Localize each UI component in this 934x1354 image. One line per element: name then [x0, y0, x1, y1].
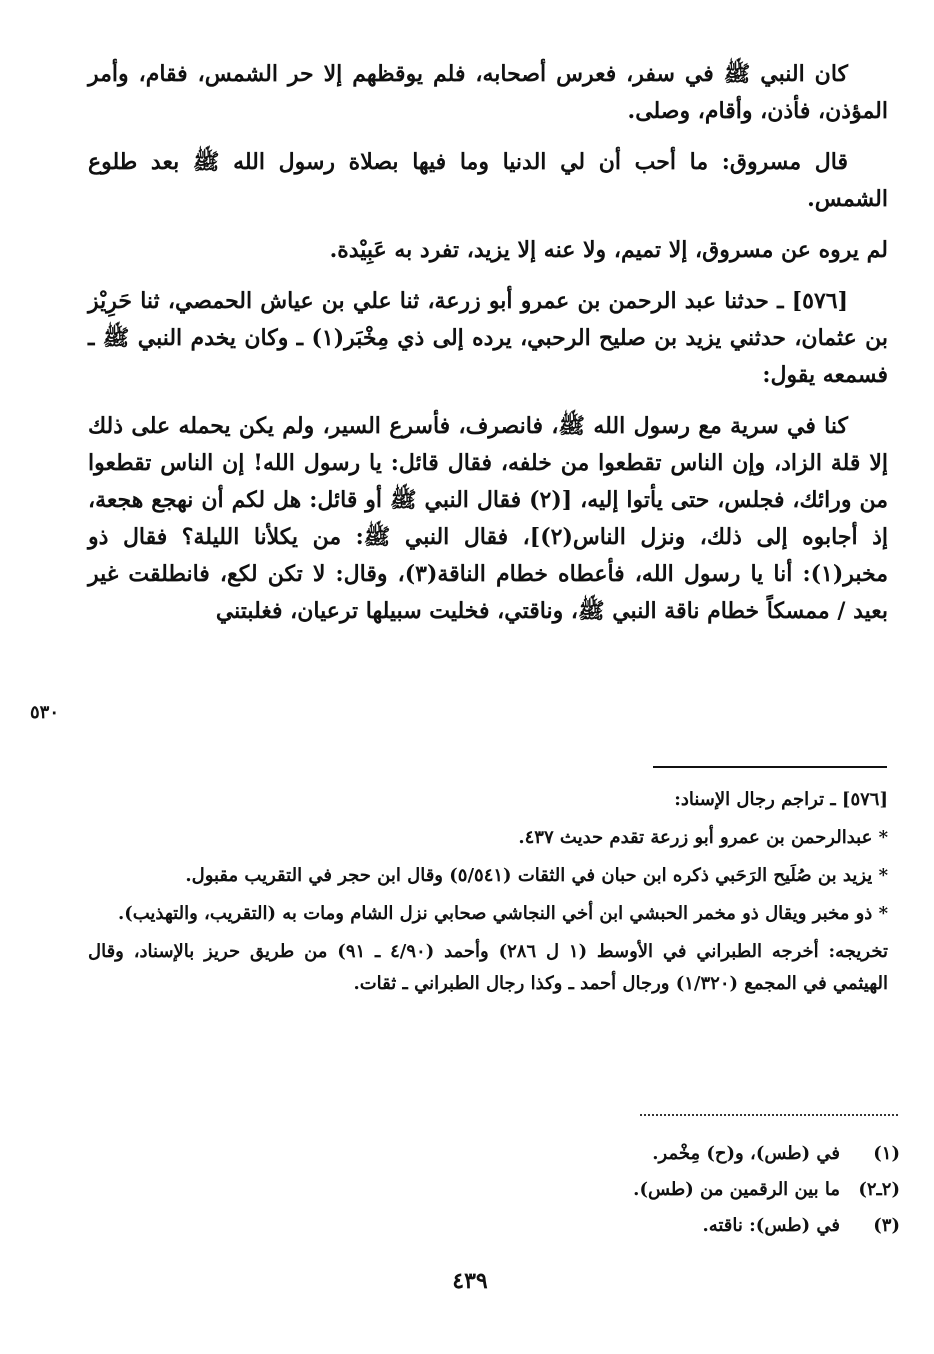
page-number: ٤٣٩: [452, 1268, 488, 1294]
notes-heading: [٥٧٦] ـ تراجم رجال الإسناد:: [674, 789, 888, 810]
paragraph-3: لم يروه عن مسروق، إلا تميم، ولا عنه إلا يزيد، تفرد به عَبِيْدة.: [329, 237, 888, 263]
paragraph-5: كنا في سرية مع رسول الله ﷺ، فانصرف، فأسرع السير، ولم يكن يحمله على ذلك إلا قلة الزاد، وإن الناس تقطعوا من خلفه، فقال قائل: يا رسول الله! إن الناس تقطعوا من ورائك، فجلس، حتى يأتوا إليه، [(٢) فقال النبي ﷺ أو قائل: هل لكم أن نهجع هجعة، إذ أجابوه إلى ذلك، ونزل الناس(٢)]، فقال النبي ﷺ: من يكلأنا الليلة؟ فقال ذو مخبر(١): أنا يا رسول الله، فأعطاه خطام الناقة(٣)، وقال: لا تكن لكع، فانطلقت غير بعيد / ممسكاً خطام ناقة النبي ﷺ، وناقتي، فخليت سبيلها ترعيان، فغلبتني: [88, 413, 888, 624]
paragraph-1: كان النبي ﷺ في سفر، فعرس أصحابه، فلم يوقظهم إلا حر الشمس، فقام، وأمر المؤذن، فأذن، وأقام، وصلى.: [88, 61, 888, 124]
paragraph-4-hadith-576: [٥٧٦] ـ حدثنا عبد الرحمن بن عمرو أبو زرعة، ثنا علي بن عياش الحمصي، ثنا حَرِيْز بن عثمان، حدثني يزيد بن صليح الرحبي، يرده إلى ذي مِخْبَر(١) ـ وكان يخدم النبي ﷺ ـ فسمعه يقول:: [88, 288, 888, 388]
note-number: (٢ـ٢): [858, 1179, 900, 1200]
margin-manuscript-ref: ٥٣٠: [30, 702, 60, 723]
footnote-divider: [653, 766, 887, 768]
variant-notes: [360, 1136, 900, 1244]
note-number: (١): [873, 1143, 900, 1164]
note-number: (٣): [873, 1215, 900, 1236]
note-text: في (طس)، و(ح) مِخْمر.: [652, 1143, 840, 1164]
takhrij-note: تخريجه: أخرجه الطبراني في الأوسط (١ ل ٢٨٦) وأحمد (٤/٩٠ ـ ٩١) من طريق حريز بالإسناد، وقال الهيثمي في المجمع (١/٣٢٠) ورجال أحمد ـ وكذا رجال الطبراني ـ ثقات.: [88, 941, 888, 994]
narrator-note-2: * يزيد بن صُلَيح الرَحَبي ذكره ابن حبان في الثقات (٥/٥٤١) وقال ابن حجر في التقريب مقبول.: [185, 865, 888, 886]
paragraph-2: قال مسروق: ما أحب أن لي الدنيا وما فيها بصلاة رسول الله ﷺ بعد طلوع الشمس.: [88, 149, 888, 212]
variant-note: [360, 1172, 900, 1208]
scholarly-notes: [88, 784, 888, 1006]
main-text: [88, 56, 888, 644]
narrator-note-1: * عبدالرحمن بن عمرو أبو زرعة تقدم حديث ٤٣٧.: [518, 827, 888, 848]
note-text: في (طس): ناقته.: [702, 1215, 840, 1236]
narrator-note-3: * ذو مخبر ويقال ذو مخمر الحبشي ابن أخي النجاشي صحابي نزل الشام ومات به (التقريب، والتهذيب).: [117, 903, 888, 924]
variant-note: [360, 1208, 900, 1244]
variant-note: [360, 1136, 900, 1172]
note-text: ما بين الرقمين من (طس).: [633, 1179, 840, 1200]
dotted-separator: [640, 1114, 898, 1116]
